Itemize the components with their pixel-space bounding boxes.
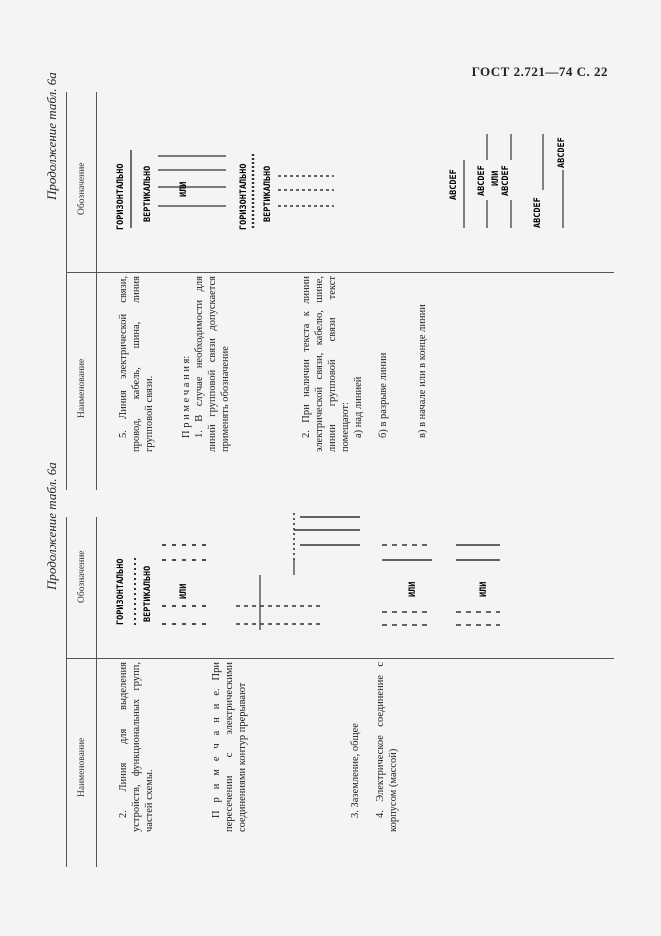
r5-label-or: ИЛИ	[179, 181, 189, 197]
r5-label-vertical: ВЕРТИКАЛЬНО	[143, 165, 153, 222]
note1-label-vertical: ВЕРТИКАЛЬНО	[263, 165, 273, 222]
row5-text: 5. Линия электрической связи, провод, кабель, шина, линия групповой связи.	[118, 276, 155, 452]
row2-note-title: П р и м е ч а н и е.	[211, 688, 222, 818]
continuation-label-right: Продолжение табл. 6а	[44, 72, 59, 200]
r3-label-or: ИЛИ	[408, 581, 418, 597]
item-c-text: в) в начале или в конце линии	[417, 304, 428, 438]
item-b-label: ABCDEF	[477, 165, 487, 196]
left-column-header-name: Наименование	[77, 737, 87, 797]
item-b-text: б) в разрыве линии	[378, 352, 389, 438]
row4-text: 4. Электрическое соединение с корпусом (массой)	[375, 662, 399, 832]
right-column-header-name: Наименование	[77, 358, 87, 418]
row2-note-text: При пересечении с электрическими соединениями контур прерывают	[211, 662, 248, 832]
item-b-alt-label: ABCDEF	[501, 165, 511, 196]
note1-label-horizontal: ГОРИЗОНТАЛЬНО	[239, 163, 249, 230]
page-header: ГОСТ 2.721—74 С. 22	[471, 64, 608, 79]
row2-text: 2. Линия для выделения устройств, функциональных групп, частей схемы.	[118, 662, 155, 832]
note1-text: 1. В случае необходимости для линий групповой связи допускается применять обозначение	[194, 276, 231, 452]
left-column-header-designation: Обозначение	[77, 550, 87, 603]
item-c-label-end: ABCDEF	[557, 137, 567, 168]
item-a-text: а) над линией	[353, 376, 364, 438]
item-c-label-start: ABCDEF	[533, 197, 543, 228]
r5-label-horizontal: ГОРИЗОНТАЛЬНО	[116, 163, 126, 230]
notes-title: П р и м е ч а н и я:	[181, 355, 192, 438]
continuation-label-left: Продолжение табл. 6а	[44, 462, 59, 590]
r3-ground-symbols	[382, 545, 432, 625]
r2-note-crossing	[236, 510, 360, 630]
r4-label-or: ИЛИ	[479, 581, 489, 597]
row3-text: 3. Заземление, общее	[350, 723, 361, 818]
item-a-label: ABCDEF	[449, 169, 459, 200]
r2-label-vertical: ВЕРТИКАЛЬНО	[143, 565, 153, 622]
note2-text: 2. При наличии текста к линии электрической связи, кабелю, шине, линии групповой связи текст помещают:	[301, 276, 351, 452]
r4-chassis-symbols	[456, 545, 500, 625]
note1-vertical-lines	[278, 176, 334, 206]
r2-label-horizontal: ГОРИЗОНТАЛЬНО	[116, 558, 126, 625]
item-b-or-label: ИЛИ	[491, 170, 501, 186]
right-column-header-designation: Обозначение	[77, 162, 87, 215]
r5-vertical-lines	[158, 156, 226, 206]
r2-label-or: ИЛИ	[179, 583, 189, 599]
